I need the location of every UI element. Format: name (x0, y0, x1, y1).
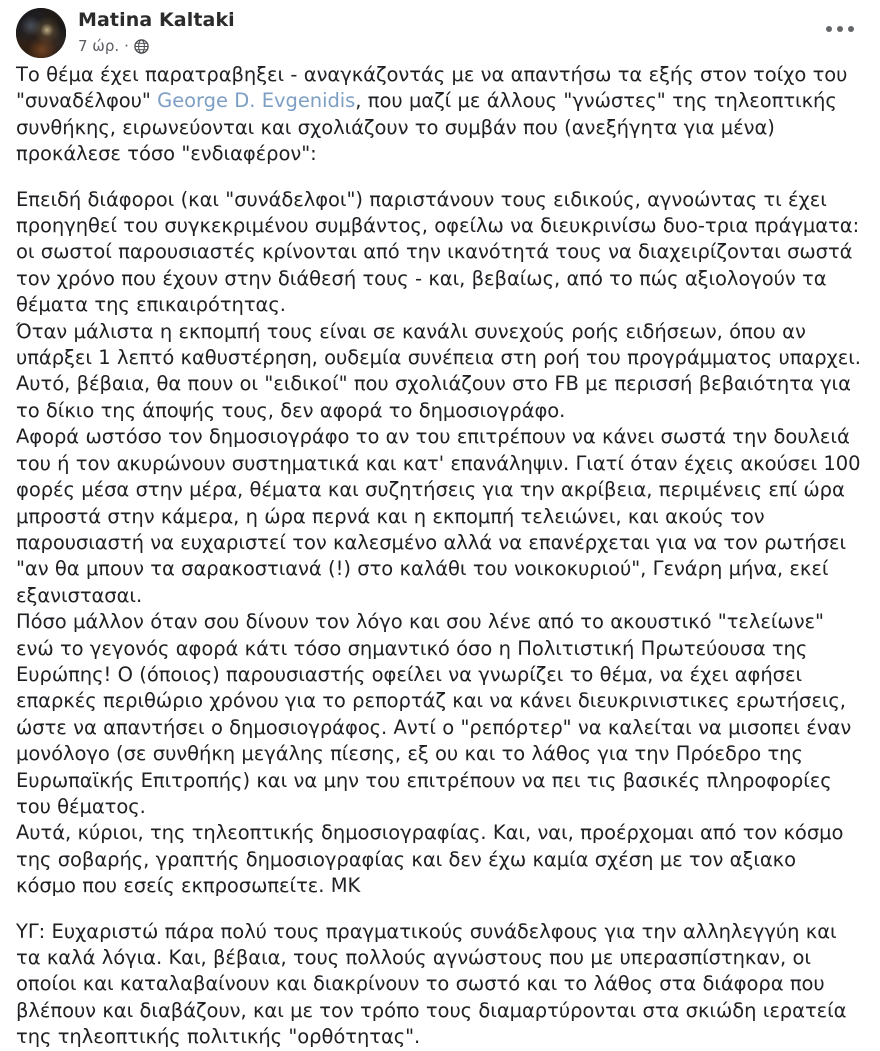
author-name[interactable]: Matina Kaltaki (78, 9, 235, 31)
meta-separator: · (124, 37, 129, 55)
profile-photo (16, 8, 66, 58)
post-timestamp[interactable]: 7 ώρ. (78, 37, 120, 55)
post-paragraph: Επειδή διάφοροι (και "συνάδελφοι") παριστάνουν τους ειδικούς, αγνοώντας τι έχει προηγηθεί του συγκεκριμένου συμβάντος, οφείλω να διευκρινίσω δυο-τρια πράγματα: οι σωστοί παρουσιαστές κρίνονται από την ικανότητά τους να διαχειρίζονται σωστά τον χρόνο που έχουν στην διάθεσή τους - και, βεβαίως, από το πώς αξιολογούν τα θέματα της επικαιρότητας. Όταν μάλιστα η εκπομπή τους είναι σε κανάλι συνεχούς ροής ειδήσεων, όπου αν υπάρξει 1 λεπτό καθυστέρηση, ουδεμία συνέπεια στη ροή του προγράμματος υπαρχει. Αυτό, βέβαια, θα πουν οι "ειδικοί" που σχολιάζουν στο FB με περισσή βεβαιότητα για το δίκιο της άποψής τους, δεν αφορά το δημοσιογράφο. Αφορά ωστόσο τον δημοσιογράφο το αν του επιτρέπουν να κάνει σωστά την δουλειά του ή τον ακυρώνουν συστηματικά και κατ' επανάληψιν. Γιατί όταν έχεις ακούσει 100 φορές μέσα στην μέρα, θέματα και συζητήσεις για την ακρίβεια, περιμένεις επί ώρα μπροστά στην κάμερα, η ώρα περνά και η εκπομπή τελειώνει, και ακούς τον παρουσιαστή να ευχαριστεί τον καλεσμένο αλλά να επανέρχεται για να τον ρωτήσει "αν θα μπουν τα σαρακοστιανά (!) στο καλάθι του νοικοκυριού", Γενάρη μήνα, εκεί εξανιστασαι. Πόσο μάλλον όταν σου δίνουν τον λόγο και σου λένε από το ακουστικό "τελείωνε" ενώ το γεγονός αφορά κάτι τόσο σημαντικό όσο η Πολιτιστική Πρωτεύουσα της Ευρώπης! Ο (όποιος) παρουσιαστής οφείλει να γνωρίζει το θέμα, να έχει αφήσει επαρκές περιθώριο χρόνου για το ρεπορτάζ και να κάνει διευκρινιστικες ερωτήσεις, ώστε να απαντήσει ο δημοσιογράφος. Αντί ο "ρεπόρτερ" να καλείται να μισοπει έναν μονόλογο (σε συνθήκη μεγάλης πίεσης, εξ ου και το λάθος για την Πρόεδρο της Ευρωπαϊκής Επιτροπής) και να μην του επιτρέπουν να πει τις βασικές πληροφορίες του θέματος. Αυτά, κύριοι, της τηλεοπτικής δημοσιογραφίας. Και, ναι, προέρχομαι από τον κόσμο της σοβαρής, γραπτής δημοσιογραφίας και δεν έχω καμία σχέση με τον αξιακο κόσμο που εσείς εκπροσωπείτε. ΜΚ (16, 187, 861, 898)
post-options-menu[interactable] (822, 19, 858, 39)
post-header (0, 0, 880, 62)
menu-dot-icon (826, 26, 832, 32)
menu-dot-icon (848, 26, 854, 32)
post-paragraph: Το θέμα έχει παρατραβηξει - αναγκάζοντάς με να απαντήσω τα εξής στον τοίχο του "συναδέλφου" George D. Evgenidis, που μαζί με άλλους "γνώστες" της τηλεοπτικής συνθήκης, ειρωνεύονται και σχολιάζουν το συμβάν που (ανεξήγητα για μένα) προκάλεσε τόσο "ενδιαφέρον": (16, 63, 848, 166)
post-header-text (78, 6, 235, 55)
post-body (0, 62, 880, 1051)
post-meta (78, 37, 235, 55)
post-paragraph: ΥΓ: Ευχαριστώ πάρα πολύ τους πραγματικούς συνάδελφους για την αλληλεγγύη και τα καλά λόγια. Και, βέβαια, τους πολλούς αγνώστους που με υπερασπίστηκαν, οι οποίοι και καταλαβαίνουν και διακρίνουν το σωστό και το λάθος στα διάφορα που βλέπουν και διαβάζουν, και με τον τρόπο τους διαμαρτύρονται στα σκιώδη ιερατεία της τηλεοπτικής πολιτικής "ορθότητας". (16, 919, 847, 1049)
globe-icon[interactable] (134, 39, 149, 54)
mention-link[interactable]: George D. Evgenidis (157, 89, 356, 113)
avatar[interactable] (16, 8, 66, 58)
menu-dot-icon (837, 26, 843, 32)
